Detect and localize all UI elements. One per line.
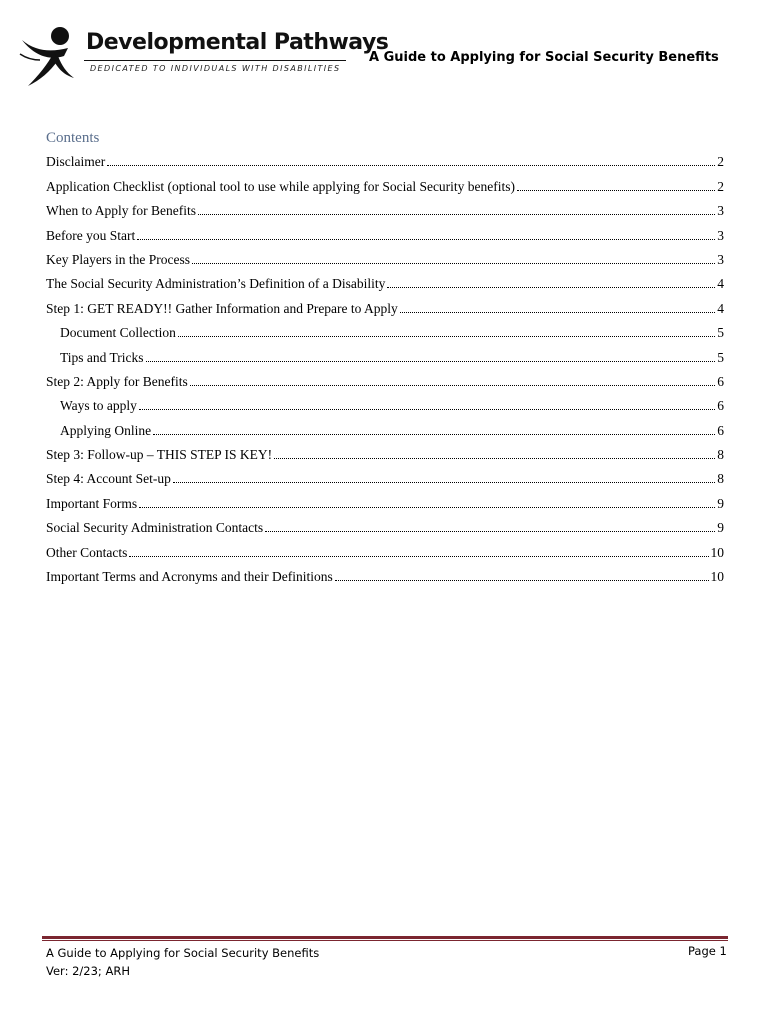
toc-leader-dots	[146, 361, 716, 362]
toc-entry-page[interactable]: 9	[717, 495, 724, 511]
toc-entry[interactable]	[46, 341, 724, 365]
toc-entry-title[interactable]: When to Apply for Benefits	[46, 203, 196, 219]
toc-entry-title[interactable]: Tips and Tricks	[60, 349, 144, 365]
toc-leader-dots	[139, 409, 715, 410]
toc-leader-dots	[192, 263, 715, 264]
toc-entry[interactable]	[46, 244, 724, 268]
toc-entry-title[interactable]: Step 3: Follow-up – THIS STEP IS KEY!	[46, 447, 273, 463]
toc-entry-title[interactable]: Step 1: GET READY!! Gather Information and Prepare to Apply	[46, 300, 398, 316]
toc-entry[interactable]	[46, 317, 724, 341]
toc-leader-dots	[265, 531, 715, 532]
toc-entry-page[interactable]: 5	[717, 349, 724, 365]
logo-rule	[84, 60, 346, 61]
toc-entry-page[interactable]: 3	[717, 251, 724, 267]
toc-entry-page[interactable]: 6	[717, 373, 724, 389]
logo-name: Developmental Pathways	[86, 30, 389, 55]
toc-entry-title[interactable]: Important Forms	[46, 495, 138, 511]
toc-leader-dots	[129, 556, 708, 557]
toc-entry-page[interactable]: 4	[717, 300, 724, 316]
toc-leader-dots	[173, 482, 715, 483]
person-figure-icon	[18, 18, 88, 90]
toc-entry[interactable]	[46, 390, 724, 414]
toc-entry[interactable]	[46, 561, 724, 585]
toc-leader-dots	[274, 458, 715, 459]
toc-entry[interactable]	[46, 219, 724, 243]
toc-entry[interactable]	[46, 366, 724, 390]
document-header-title: A Guide to Applying for Social Security Benefits	[369, 50, 719, 65]
toc-entry[interactable]	[46, 170, 724, 194]
toc-entry-title[interactable]: Applying Online	[60, 422, 152, 438]
toc-entry-page[interactable]: 2	[717, 154, 724, 170]
toc-leader-dots	[387, 287, 715, 288]
toc-entry[interactable]	[46, 512, 724, 536]
toc-entry[interactable]	[46, 146, 724, 170]
toc-entry-title[interactable]: Step 2: Apply for Benefits	[46, 373, 188, 389]
footer-title: A Guide to Applying for Social Security Benefits	[46, 946, 320, 960]
toc-entry-page[interactable]: 6	[717, 398, 724, 414]
toc-entry-title[interactable]: Key Players in the Process	[46, 251, 190, 267]
toc-entry[interactable]	[46, 195, 724, 219]
toc-entry-title[interactable]: Before you Start	[46, 227, 136, 243]
toc-entry-page[interactable]: 3	[717, 227, 724, 243]
toc-entry-title[interactable]: Disclaimer	[46, 154, 106, 170]
toc-entry-title[interactable]: The Social Security Administration’s Definition of a Disability	[46, 276, 386, 292]
toc-leader-dots	[139, 507, 715, 508]
footer-version: Ver: 2/23; ARH	[46, 964, 130, 978]
toc-entry[interactable]	[46, 463, 724, 487]
toc-leader-dots	[153, 434, 715, 435]
toc-entry-title[interactable]: Application Checklist (optional tool to use while applying for Social Security benefits)	[46, 178, 516, 194]
toc-entry[interactable]	[46, 439, 724, 463]
toc-leader-dots	[400, 312, 715, 313]
toc-leader-dots	[335, 580, 709, 581]
toc-heading: Contents	[46, 130, 100, 146]
toc-entry-title[interactable]: Ways to apply	[60, 398, 137, 414]
toc-entry-page[interactable]: 10	[710, 569, 724, 585]
toc-entry-page[interactable]: 9	[717, 520, 724, 536]
toc-entry-page[interactable]: 6	[717, 422, 724, 438]
table-of-contents	[46, 146, 724, 585]
toc-entry[interactable]	[46, 414, 724, 438]
toc-leader-dots	[517, 190, 715, 191]
toc-entry-title[interactable]: Document Collection	[60, 325, 176, 341]
toc-entry-title[interactable]: Social Security Administration Contacts	[46, 520, 264, 536]
toc-entry-page[interactable]: 5	[717, 325, 724, 341]
toc-entry[interactable]	[46, 292, 724, 316]
toc-entry-page[interactable]: 3	[717, 203, 724, 219]
toc-entry-title[interactable]: Important Terms and Acronyms and their Definitions	[46, 569, 333, 585]
toc-leader-dots	[178, 336, 715, 337]
footer-divider	[42, 936, 728, 939]
toc-leader-dots	[107, 165, 715, 166]
developmental-pathways-logo	[18, 18, 389, 90]
footer-info	[46, 944, 319, 980]
toc-entry-page[interactable]: 8	[717, 447, 724, 463]
toc-entry[interactable]	[46, 487, 724, 511]
toc-leader-dots	[198, 214, 715, 215]
toc-entry-page[interactable]: 10	[710, 544, 724, 560]
toc-leader-dots	[137, 239, 715, 240]
toc-entry-title[interactable]: Step 4: Account Set-up	[46, 471, 171, 487]
toc-entry-page[interactable]: 2	[717, 178, 724, 194]
page-number: Page 1	[688, 944, 727, 958]
logo-tagline: DEDICATED TO INDIVIDUALS WITH DISABILITIES	[90, 64, 341, 73]
toc-entry-title[interactable]: Other Contacts	[46, 544, 128, 560]
toc-entry-page[interactable]: 4	[717, 276, 724, 292]
toc-entry[interactable]	[46, 268, 724, 292]
toc-leader-dots	[190, 385, 716, 386]
toc-entry[interactable]	[46, 536, 724, 560]
toc-entry-page[interactable]: 8	[717, 471, 724, 487]
